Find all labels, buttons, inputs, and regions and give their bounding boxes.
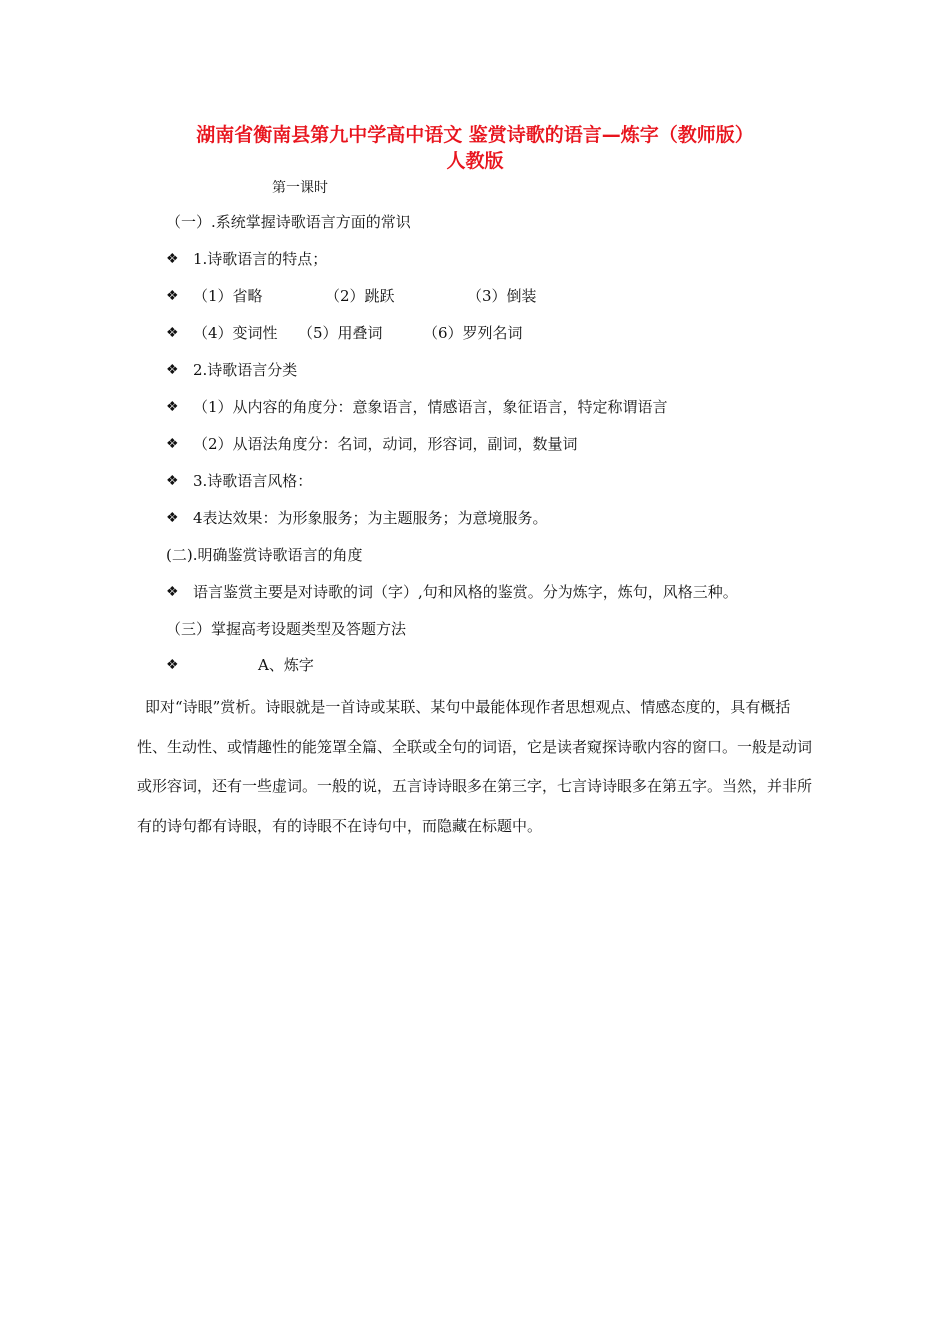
bullet-item-3 <box>193 323 523 343</box>
title-line-1: 湖南省衡南县第九中学高中语文 鉴赏诗歌的语言—炼字（教师版） <box>196 124 754 146</box>
bullet-icon: ❖ <box>166 325 179 341</box>
feature-inversion: （3）倒装 <box>467 287 537 305</box>
body-paragraph: 即对“诗眼”赏析。诗眼就是一首诗或某联、某句中最能体现作者思想观点、情感态度的，具有概括性、生动性、或情趣性的能笼罩全篇、全联或全句的词语，它是读者窥探诗歌内容的窗口。一般是动词或形容词，还有一些虚词。一般的说，五言诗诗眼多在第三字，七言诗诗眼多在第五字。当然，并非所有的诗句都有诗眼，有的诗眼不在诗句中，而隐藏在标题中。 <box>137 698 813 835</box>
bullet-item-1: 1.诗歌语言的特点； <box>193 250 328 268</box>
bullet-item-4: 2.诗歌语言分类 <box>193 361 298 379</box>
bullet-item-7: 3.诗歌语言风格： <box>193 472 313 490</box>
title-line-2: 人教版 <box>446 150 504 172</box>
bullet-icon: ❖ <box>166 362 179 378</box>
bullet-icon: ❖ <box>166 657 179 673</box>
section-heading-1: （一）.系统掌握诗歌语言方面的常识 <box>166 213 411 231</box>
bullet-icon: ❖ <box>166 436 179 452</box>
section-heading-3: （三）掌握高考设题类型及答题方法 <box>166 620 407 638</box>
bullet-icon: ❖ <box>166 251 179 267</box>
bullet-icon: ❖ <box>166 288 179 304</box>
bullet-item-9: 语言鉴赏主要是对诗歌的词（字）,句和风格的鉴赏。分为炼字，炼句，风格三种。 <box>193 583 738 601</box>
bullet-item-10: A、炼字 <box>258 656 314 674</box>
bullet-item-2 <box>193 286 537 306</box>
feature-noun-list: （6）罗列名词 <box>423 324 523 342</box>
feature-part-of-speech: （4）变词性 <box>193 324 278 342</box>
bullet-icon: ❖ <box>166 399 179 415</box>
bullet-icon: ❖ <box>166 473 179 489</box>
feature-omission: （1）省略 <box>193 287 263 305</box>
feature-reduplication: （5）用叠词 <box>298 324 383 342</box>
section-heading-2: (二).明确鉴赏诗歌语言的角度 <box>166 546 363 564</box>
bullet-icon: ❖ <box>166 510 179 526</box>
bullet-item-6: （2）从语法角度分：名词，动词，形容词，副词，数量词 <box>193 435 578 453</box>
bullet-icon: ❖ <box>166 584 179 600</box>
lesson-subtitle: 第一课时 <box>272 180 328 196</box>
feature-jump: （2）跳跃 <box>325 287 395 305</box>
bullet-item-8: 4表达效果：为形象服务；为主题服务；为意境服务。 <box>193 509 548 527</box>
document-title <box>120 122 830 174</box>
bullet-item-5: （1）从内容的角度分：意象语言，情感语言，象征语言，特定称谓语言 <box>193 398 668 416</box>
